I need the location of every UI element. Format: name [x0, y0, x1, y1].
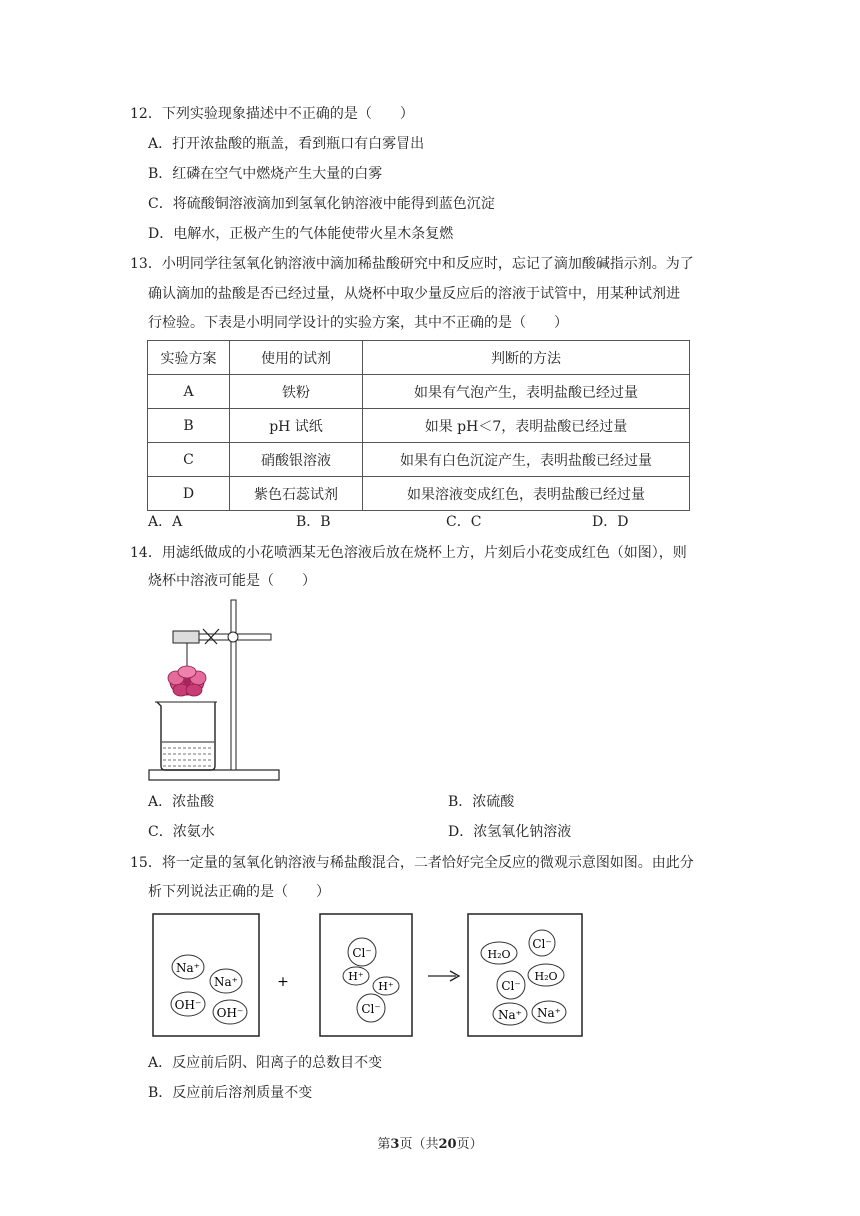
q12-option-d: D．电解水，正极产生的气体能使带火星木条复燃	[148, 226, 454, 242]
table-header-cell: 判断的方法	[363, 341, 690, 375]
clamp-head	[173, 631, 199, 643]
q15-stem-line-1: 15．将一定量的氢氧化钠溶液与稀盐酸混合，二者恰好完全反应的微观示意图如图。由此分	[130, 855, 694, 871]
svg-text:H₂O: H₂O	[487, 948, 511, 961]
q14-option-a: A．浓盐酸	[148, 794, 215, 810]
reaction-arrow-icon	[428, 971, 459, 981]
svg-text:OH⁻: OH⁻	[174, 998, 202, 1012]
svg-text:H⁺: H⁺	[348, 970, 364, 983]
q12-stem: 12．下列实验现象描述中不正确的是（ ）	[130, 106, 414, 122]
ion-circle	[493, 1003, 527, 1025]
svg-text:Cl⁻: Cl⁻	[352, 946, 372, 960]
q15-option-b: B．反应前后溶剂质量不变	[148, 1085, 313, 1101]
table-header-row	[148, 341, 690, 375]
q13-answer-a: A．A	[148, 514, 183, 530]
svg-text:H⁺: H⁺	[378, 980, 394, 993]
footer-page-number: 3	[390, 1137, 400, 1152]
beaker-flower-apparatus-figure	[145, 598, 285, 788]
svg-text:Cl⁻: Cl⁻	[361, 1002, 381, 1016]
table-row	[148, 409, 690, 443]
q13-stem-line-3: 行检验。下表是小明同学设计的实验方案，其中不正确的是（ ）	[148, 315, 568, 331]
table-cell: 如果 pH＜7，表明盐酸已经过量	[363, 409, 690, 443]
paper-flower-icon	[168, 666, 206, 696]
q13-answer-b: B．B	[296, 514, 331, 530]
svg-text:Cl⁻: Cl⁻	[532, 937, 552, 951]
svg-text:Na⁺: Na⁺	[176, 961, 200, 975]
footer-suffix: 页）	[456, 1137, 483, 1152]
q13-stem-line-1: 13．小明同学往氢氧化钠溶液中滴加稀盐酸研究中和反应时，忘记了滴加酸碱指示剂。为了	[130, 256, 694, 272]
table-header-cell: 使用的试剂	[230, 341, 363, 375]
molecule-circle	[481, 942, 517, 964]
reaction-microscopic-diagram	[150, 910, 590, 1040]
q12-option-c: C．将硫酸铜溶液滴加到氢氧化钠溶液中能得到蓝色沉淀	[148, 196, 495, 212]
table-cell: 如果有白色沉淀产生，表明盐酸已经过量	[363, 443, 690, 477]
q13-answer-c: C．C	[446, 514, 482, 530]
q13-stem-line-2: 确认滴加的盐酸是否已经过量，从烧杯中取少量反应后的溶液于试管中，用某种试剂进	[148, 286, 680, 302]
stand-base	[149, 770, 279, 780]
q15-stem-line-2: 析下列说法正确的是（ ）	[148, 884, 330, 900]
ion-circle	[171, 992, 205, 1016]
table-cell: A	[148, 375, 230, 409]
ion-circle	[373, 977, 399, 995]
footer-total-pages: 20	[438, 1137, 457, 1152]
q14-option-b: B．浓硫酸	[448, 794, 515, 810]
ion-circle	[497, 971, 525, 999]
svg-text:Na⁺: Na⁺	[214, 975, 238, 989]
table-cell: 如果有气泡产生，表明盐酸已经过量	[363, 375, 690, 409]
q12-option-b: B．红磷在空气中燃烧产生大量的白雾	[148, 166, 383, 182]
page-footer	[0, 1133, 860, 1152]
table-cell: 如果溶液变成红色，表明盐酸已经过量	[363, 477, 690, 511]
molecule-circle	[528, 964, 564, 986]
ion-circle	[529, 930, 555, 956]
table-cell: D	[148, 477, 230, 511]
stand-rod	[231, 600, 236, 770]
clamp-screw	[228, 632, 238, 642]
svg-text:Cl⁻: Cl⁻	[501, 979, 521, 993]
q15-option-a: A．反应前后阴、阳离子的总数目不变	[148, 1055, 383, 1071]
plus-sign: +	[277, 974, 289, 990]
table-row	[148, 375, 690, 409]
table-header-cell: 实验方案	[148, 341, 230, 375]
svg-text:H₂O: H₂O	[534, 970, 558, 983]
q14-stem-line-2: 烧杯中溶液可能是（ ）	[148, 573, 316, 589]
footer-mid: 页（共	[399, 1137, 439, 1152]
svg-text:Na⁺: Na⁺	[537, 1006, 561, 1020]
svg-text:Na⁺: Na⁺	[498, 1008, 522, 1022]
table-row	[148, 477, 690, 511]
table-cell: pH 试纸	[230, 409, 363, 443]
liquid-hatching	[163, 748, 213, 766]
ion-circle	[213, 1000, 247, 1024]
svg-text:OH⁻: OH⁻	[216, 1006, 244, 1020]
table-cell: C	[148, 443, 230, 477]
table-cell: 紫色石蕊试剂	[230, 477, 363, 511]
ion-circle	[357, 994, 385, 1022]
table-cell: B	[148, 409, 230, 443]
ion-circle	[532, 1001, 566, 1023]
table-row	[148, 443, 690, 477]
table-cell: 铁粉	[230, 375, 363, 409]
q14-stem-line-1: 14．用滤纸做成的小花喷洒某无色溶液后放在烧杯上方，片刻后小花变成红色（如图），则	[130, 545, 687, 561]
q14-option-c: C．浓氨水	[148, 824, 215, 840]
ion-circle	[172, 955, 204, 979]
experiment-plan-table	[147, 340, 690, 511]
q14-option-d: D．浓氢氧化钠溶液	[448, 824, 572, 840]
ion-circle	[210, 969, 242, 993]
q13-answer-d: D．D	[592, 514, 629, 530]
table-cell: 硝酸银溶液	[230, 443, 363, 477]
ion-circle	[348, 938, 376, 966]
footer-prefix: 第	[377, 1137, 391, 1152]
ion-circle	[343, 967, 369, 985]
q12-option-a: A．打开浓盐酸的瓶盖，看到瓶口有白雾冒出	[148, 136, 425, 152]
